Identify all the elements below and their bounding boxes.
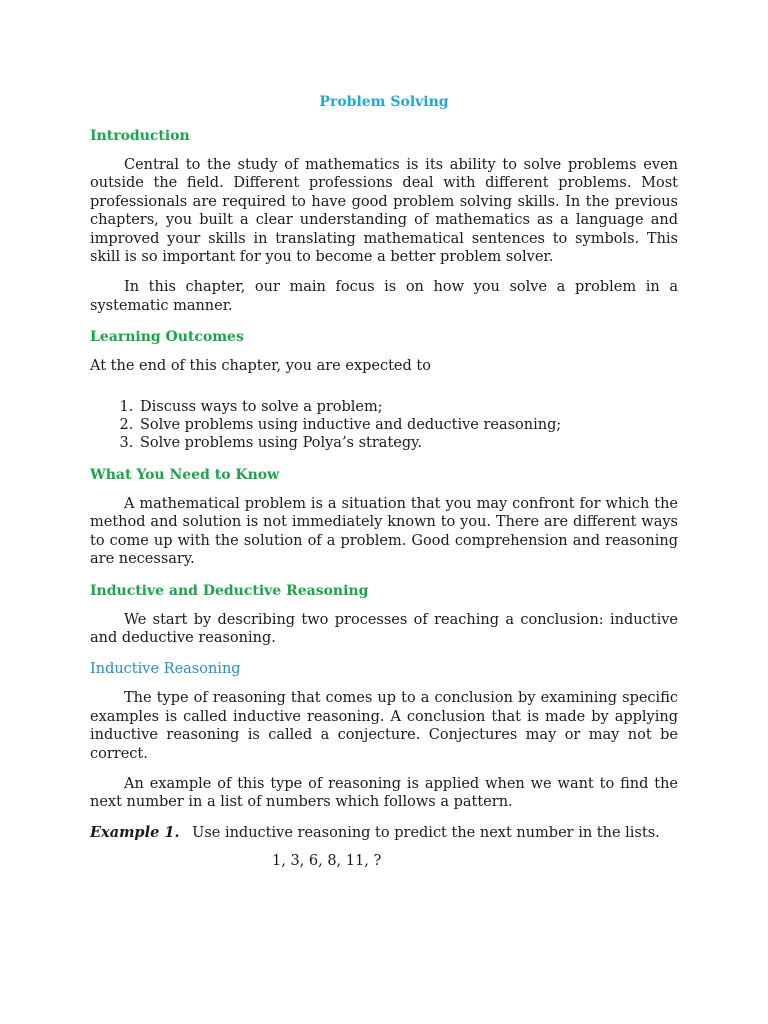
example-label: Example 1. (90, 823, 180, 841)
list-item: 3. Solve problems using Polya’s strategy. (138, 434, 678, 452)
learning-outcomes-heading: Learning Outcomes (90, 329, 244, 346)
introduction-heading: Introduction (90, 128, 190, 144)
example-text: Use inductive reasoning to predict the next number in the lists. (192, 824, 660, 841)
what-you-need-heading: What You Need to Know (90, 466, 280, 483)
inductive-paragraph-2: An example of this type of reasoning is applied when we want to find the next number in a list of numbers which follows a pattern. (90, 775, 678, 811)
list-item: 2. Solve problems using inductive and deductive reasoning; (138, 416, 678, 434)
learning-outcomes-intro: At the end of this chapter, you are expected to (90, 358, 431, 375)
what-you-need-paragraph: A mathematical problem is a situation that you may confront for which the method and solution is not immediately known to you. There are different ways to come up with the solution of a problem. Good comprehension and reasoning are necessary. (90, 495, 678, 568)
inductive-reasoning-heading: Inductive Reasoning (90, 661, 241, 678)
example-sequence: 1, 3, 6, 8, 11, ? (272, 853, 382, 870)
introduction-paragraph-2: In this chapter, our main focus is on how you solve a problem in a systematic manner. (90, 279, 678, 314)
introduction-paragraph-1: Central to the study of mathematics is its ability to solve problems even outside the field. Different professions deal with different problems. Most professionals are required to have good problem solving skills. In the previous chapters, you built a clear understanding of mathematics as a language and improved your skills in translating mathematical sentences to symbols. This skill is so important for you to become a better problem solver. (90, 157, 678, 266)
example-1 (90, 824, 678, 842)
reasoning-heading: Inductive and Deductive Reasoning (90, 582, 369, 599)
reasoning-paragraph: We start by describing two processes of reaching a conclusion: inductive and deductive reasoning. (90, 611, 678, 646)
inductive-paragraph-1: The type of reasoning that comes up to a conclusion by examining specific examples is called inductive reasoning. A conclusion that is made by applying inductive reasoning is called a conjecture. Conjectures may or may not be correct. (90, 690, 678, 762)
list-item: 1. Discuss ways to solve a problem; (138, 398, 678, 416)
document-title: Problem Solving (319, 94, 449, 110)
learning-outcomes-list (90, 398, 678, 453)
